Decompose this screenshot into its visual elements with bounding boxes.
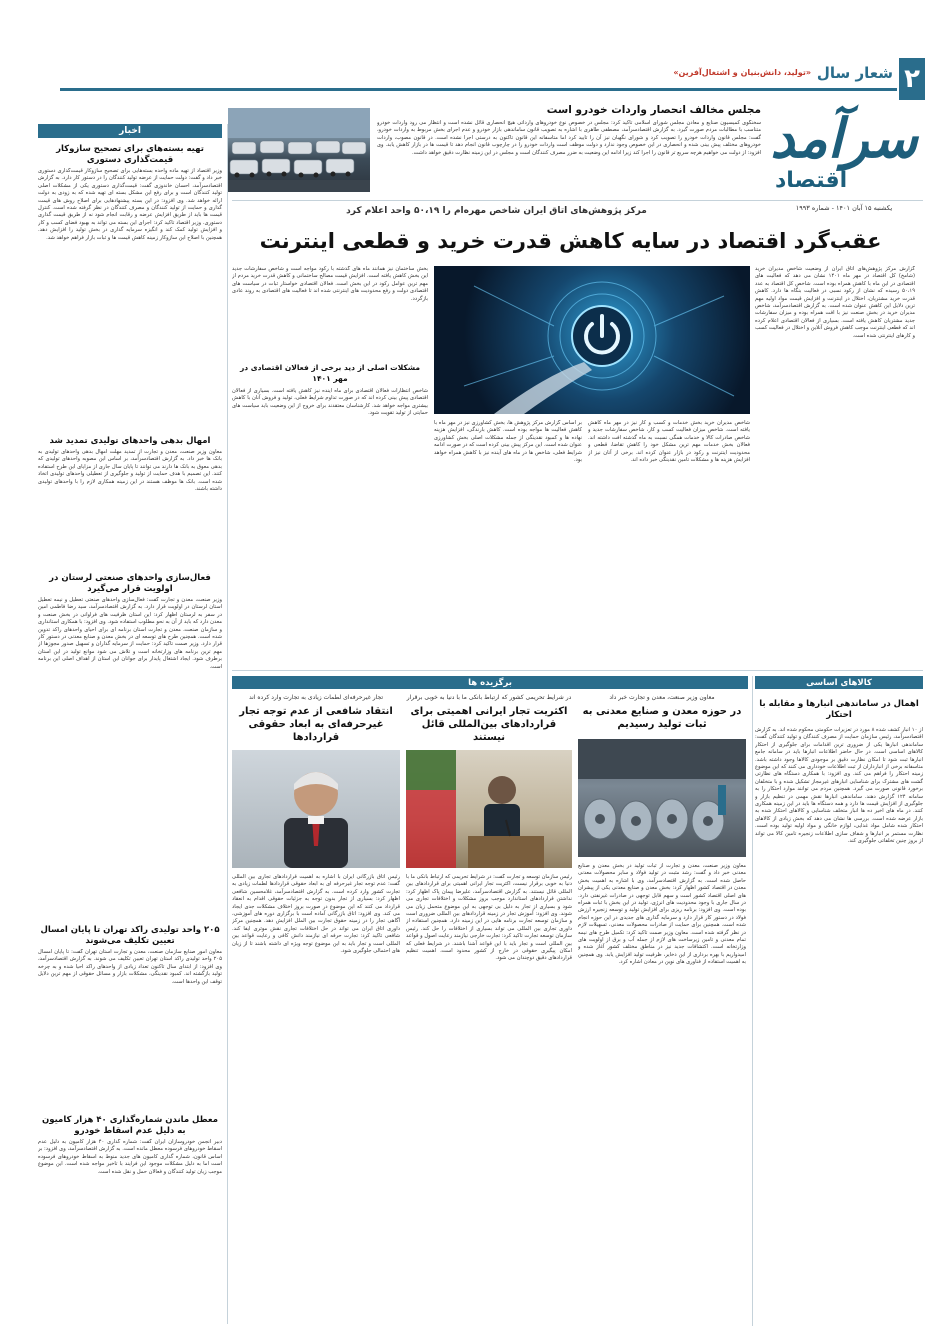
story-traders-body: رئیس سازمان توسعه و تجارت گفت: در شرایط تحریمی که ارتباط بانکی ما با دنیا به خوبی برقرار نیست، اکثریت تجار ایرانی اهمیتی برای قراردادهای بین المللی قائل نیستند. به گزارش اقتصادسرآمد، علیرضا پیمان پاک اظهار کرد: نداشتن قراردادهای استاندارد موجب بروز مشکلات و اختلافات تجاری می شود و بسیاری از تجار به دلیل بی توجهی به این موضوع متحمل زیان می شوند. وی افزود: آموزش تجار در زمینه قراردادهای بین المللی ضروری است و سازمان توسعه تجارت برنامه هایی در این زمینه دارد. همچنین استفاده از داوری تجاری بین المللی می تواند بسیاری از اختلافات را حل کند. رئیس سازمان توسعه تجارت تاکید کرد: تجارت خارجی نیازمند رعایت اصول و قواعد بین المللی است و تجار باید با این قواعد آشنا باشند. در شرایط فعلی که امکان پیگیری حقوقی در خارج از کشور محدود است، اهمیت تنظیم قراردادهای دقیق دوچندان می شود. — [406, 874, 572, 962]
cars-illustration — [228, 108, 370, 192]
basic-goods-title: اهمال در ساماندهی انبارها و مقابله با احتکار — [759, 699, 919, 720]
lead-kicker: مرکز پژوهش‌های اتاق ایران شاخص مهره‌ام را ۵۰،۱۹ واحد اعلام کرد — [346, 206, 647, 216]
basic-goods-column — [755, 676, 923, 1326]
picks-section-label: برگزیده ها — [468, 677, 512, 688]
top-story — [228, 104, 761, 196]
story-mining — [578, 694, 746, 1333]
story-shafei — [232, 694, 400, 1333]
picks-section-bar — [232, 676, 748, 689]
slogan: «تولید، دانش‌بنیان و اشتغال‌آفرین» — [673, 68, 811, 77]
basic-goods-label: کالاهای اساسی — [755, 676, 923, 689]
column-divider — [227, 124, 228, 1324]
story-shafei-body: رئیس اتاق بازرگانی ایران با اشاره به اهمیت قراردادهای تجاری بین المللی گفت: عدم توجه تجار غیرحرفه ای به ابعاد حقوقی قراردادها لطمات زیادی به تجارت کشور وارد کرده است. به گزارش اقتصادسرآمد، غلامحسین شافعی اظهار کرد: بسیاری از تجار بدون توجه به جزئیات حقوقی اقدام به انعقاد قرارداد می کنند که این موضوع در صورت بروز اختلاف مشکلات جدی ایجاد می کند. وی افزود: اتاق بازرگانی آماده است با برگزاری دوره های آموزشی، آگاهی تجار را در زمینه حقوق تجارت بین الملل افزایش دهد. همچنین مرکز داوری اتاق ایران می تواند در حل اختلافات تجاری نقش موثری ایفا کند. شافعی تاکید کرد: تجارت حرفه ای نیازمند دانش کافی و رعایت قواعد بین المللی است و تجار باید به این موضوع توجه ویژه ای داشته باشند تا از زیان های احتمالی جلوگیری شود. — [232, 874, 400, 955]
lead-column-3: شاخص مدیران خرید بخش خدمات و کسب و کار نیز در مهر ماه کاهش یافته است. شاخص میزان فعالیت کسب و کار، شاخص سفارشات جدید و شاخص صادرات کالا و خدمات همگی نسبت به ماه گذشته افت داشته اند. فعالان بخش خدمات مهم ترین مشکل خود را کاهش تقاضا، قطعی و محدودیت اینترنت و رکود در بازار عنوان کرده اند. برخی از آنان نیز از افزایش هزینه ها و مشکلات تامین نقدینگی خبر داده اند. — [588, 420, 750, 464]
lead-headline: عقب‌گرد اقتصاد در سایه کاهش قدرت خرید و قطعی اینترنت — [259, 229, 882, 253]
news-item-title: معطل ماندن شماره‌گذاری ۴۰ هزار کامیون به دلیل عدم اسقاط خودرو — [42, 1115, 218, 1136]
story-mining-kicker: معاون وزیر صنعت، معدن و تجارت خبر داد — [609, 694, 715, 701]
top-story-body: سخنگوی کمیسیون صنایع و معادن مجلس شورای اسلامی تاکید کرد: مجلس در خصوص نوع خودروهای وارداتی هیچ انحصاری قائل نشده است و انتظار می رود واردات خودرو متناسب با مطالبات مردم صورت گیرد. به گزارش اقتصادسرآمد، مصطفی طاهری با اشاره به تصویب قانون ساماندهی بازار خودرو و عدم اجرای بخش مربوط به واردات خودرو، گفت: مجلس قانون واردات خودرو را تصویب کرد و شورای نگهبان نیز آن را تایید کرد اما متاسفانه این قانون تاکنون به درستی اجرا نشده است. در قانون مصوب، واردات خودروهای مختلف پیش بینی شده و انحصاری در این خصوص وجود ندارد و دولت موظف است واردات خودرو را در چارچوب قانون انجام دهد تا قیمت ها در بازار کاهش یابد. وی افزود: از دولت می خواهیم هرچه سریع تر قانون را اجرا کند زیرا ادامه این وضعیت به ضرر مصرف کنندگان است و مجلس در این زمینه نظارت دقیق خواهد داشت. — [377, 120, 761, 156]
news-item — [38, 573, 222, 919]
story-shafei-title: انتقاد شافعی از عدم توجه تجار غیرحرفه‌ای به ابعاد حقوقی قراردادها — [239, 706, 393, 743]
news-item — [38, 144, 222, 430]
lead-column-1: گزارش مرکز پژوهش‌های اتاق ایران از وضعیت شاخص مدیران خرید (شامخ) کل اقتصاد در مهر ماه ۱۴۰۱ نشان می دهد که فعالیت های اقتصادی در این ماه با کاهش همراه بوده است. شاخص کل اقتصاد به عدد ۵۰،۱۹ رسیده که نشان از رکود نسبی در فعالیت بنگاه ها دارد. کاهش قدرت خرید مشتریان، اختلال در اینترنت و افزایش قیمت مواد اولیه مهم ترین دلایل این کاهش عنوان شده است. به گزارش اقتصادسرآمد، شاخص مدیران خرید در بخش صنعت نیز با افت همراه بوده و میزان سفارشات جدید مشتریان کاهش یافته است. بسیاری از فعالان اقتصادی اعلام کرده اند که قطعی اینترنت موجب کاهش فروش آنلاین و اختلال در فعالیت کسب و کارهای اینترنتی شده است. — [755, 266, 915, 339]
column-divider — [752, 676, 753, 1326]
power-icon — [434, 266, 750, 414]
news-column — [38, 124, 222, 1333]
news-item-body: وزیر صنعت، معدن و تجارت گفت: فعال‌سازی واحدهای صنعتی تعطیل و نیمه تعطیل استان لرستان در اولویت قرار دارد. به گزارش اقتصادسرآمد، سید رضا فاطمی امین در سفر به لرستان اظهار کرد: این استان ظرفیت های فراوانی در بخش صنعت و معدن دارد که باید از آن به نحو مطلوب استفاده شود. وی افزود: با همکاری استانداری و سازمان صنعت، معدن و تجارت استان برنامه ای برای احیای واحدهای راکد تدوین شده است. همچنین طرح های توسعه ای در بخش معدن و صنایع معدنی در دستور کار قرار دارد. وزیر صمت تاکید کرد: حمایت از سرمایه گذاران و تسهیل صدور مجوزها از مهم ترین برنامه های وزارتخانه است و تلاش می شود موانع تولید در این استان برطرف شود. ایجاد اشتغال پایدار برای جوانان این استان از اهداف اصلی این برنامه است. — [38, 597, 222, 670]
page-number-badge: ۲ — [899, 58, 925, 100]
news-item-title: تهیه بسته‌های برای تصحیح سازوکار قیمت‌گذاری دستوری — [56, 144, 204, 165]
speaker-illustration — [406, 750, 572, 868]
lead-column-4: بر اساس گزارش مرکز پژوهش ها، بخش کشاورزی نیز در مهر ماه با کاهش فعالیت ها مواجه بوده است. کاهش بارندگی، افزایش هزینه نهاده ها و کمبود نقدینگی از جمله مشکلات اصلی بخش کشاورزی عنوان شده است. این مرکز پیش بینی کرده است که در صورت ادامه شرایط فعلی، شاخص ها در ماه های آینده نیز با کاهش همراه خواهد بود. — [434, 420, 582, 464]
speaker-photo — [406, 750, 572, 868]
section-label: شعار سال — [816, 64, 893, 82]
masthead-logo — [765, 108, 923, 218]
story-traders — [406, 694, 572, 1333]
power-button-photo — [434, 266, 750, 414]
steel-coils-illustration — [578, 739, 746, 857]
lead-column-6: شاخص انتظارات فعالان اقتصادی برای ماه آینده نیز کاهش یافته است. بسیاری از فعالان اقتصادی پیش بینی کرده اند که در صورت تداوم شرایط فعلی، تولید و فروش آنان با کاهش بیشتری مواجه خواهد شد. کارشناسان معتقدند برای خروج از این وضعیت باید سیاست های حمایتی از تولید تقویت شود. — [232, 388, 428, 417]
news-item-body: معاون وزیر صنعت، معدن و تجارت از تمدید مهلت امهال بدهی واحدهای تولیدی به بانک ها خبر داد. به گزارش اقتصادسرآمد، بر اساس این مصوبه واحدهای تولیدی که بدهی معوق به بانک ها دارند می توانند تا پایان سال جاری از مزایای این طرح استفاده کنند. این تصمیم با هدف حمایت از تولید و جلوگیری از تعطیلی واحدهای تولیدی اتخاذ شده است. بانک ها موظف هستند در این زمینه همکاری لازم را با واحدهای تولیدی داشته باشند. — [38, 449, 222, 493]
story-shafei-kicker: تجار غیرحرفه‌ای لطمات زیادی به تجارت وارد کرده اند — [248, 694, 384, 701]
news-item — [38, 436, 222, 567]
section-divider — [232, 670, 923, 671]
story-mining-title: در حوزه معدن و صنایع معدنی به ثبات تولید رسیدیم — [582, 706, 742, 730]
story-traders-kicker: در شرایط تحریمی کشور که ارتباط بانکی ما با دنیا به خوبی برقرار — [406, 694, 572, 701]
logo-sub-text: اقتصاد — [775, 168, 848, 193]
news-item-body: وزیر اقتصاد از تهیه ماده واحده بسته‌هایی برای تصحیح سازوکار قیمت‌گذاری دستوری خبر داد و گفت: دولت حمایت از عرضه تولید کنندگان را در دستور کار دارد. به گزارش اقتصادسرآمد، احسان خاندوزی گفت: قیمت‌گذاری دستوری یکی از مشکلات اصلی تولید کنندگان است و برای رفع این مشکل بسته ای تهیه شده که به زودی به دولت ارائه خواهد شد. وی افزود: در این بسته پیشنهادهایی برای اصلاح روش های قیمت گذاری و حمایت از تولید کنندگان و مصرف کنندگان در نظر گرفته شده است. کنترل قیمت ها باید از طریق افزایش عرضه و رقابت انجام شود نه از طریق قیمت گذاری دستوری. وزیر اقتصاد تاکید کرد: اجرای این بسته می تواند به بهبود فضای کسب و کار و افزایش تولید کمک کند و انگیزه سرمایه گذاری در بخش تولید را افزایش دهد. همچنین با اصلاح این سازوکار زمینه کاهش قیمت ها و ثبات بازار فراهم خواهد شد. — [38, 168, 222, 241]
portrait-photo — [232, 750, 400, 868]
date-line: یکشنبه ۱۵ آبان ۱۴۰۱ - شماره ۱۹۹۳ — [795, 204, 893, 212]
lead-column-5: بخش ساختمان نیز همانند ماه های گذشته با رکود مواجه است و شاخص سفارشات جدید این بخش کاهش یافته است. افزایش قیمت مصالح ساختمانی و کاهش قدرت خرید مردم از مهم ترین عوامل رکود در این بخش است. فعالان اقتصادی خواستار ثبات در سیاست های اقتصادی دولت و رفع محدودیت های اینترنتی شده اند تا فعالیت های اقتصادی به روند عادی بازگردد. — [232, 266, 428, 302]
header-rule — [60, 88, 897, 91]
steel-coils-photo — [578, 739, 746, 857]
lead-left-block — [232, 266, 428, 664]
news-column-header: اخبار — [38, 124, 222, 138]
news-item-title: امهال بدهی واحدهای تولیدی تمدید شد — [49, 436, 211, 446]
news-item-body: معاون امور صنایع سازمان صنعت، معدن و تجارت استان تهران گفت: تا پایان امسال ۲۰۵ واحد تولیدی راکد استان تهران تعیین تکلیف می شوند. به گزارش اقتصادسرآمد، وی افزود: از ابتدای سال تاکنون تعداد زیادی از واحدهای راکد احیا شده و به چرخه تولید بازگشته اند. کمبود نقدینگی، مشکلات بازار و مسائل حقوقی از مهم ترین دلایل توقف این واحدها است. — [38, 949, 222, 985]
news-item-title: فعال‌سازی واحدهای صنعتی لرستان در اولویت قرار می‌گیرد — [49, 573, 211, 594]
news-item — [38, 1115, 222, 1319]
section-divider — [232, 200, 923, 201]
cars-photo — [228, 108, 370, 192]
logo-main-text: سرآمد — [770, 106, 918, 170]
story-traders-title: اکثریت تجار ایرانی اهمیتی برای قراردادهای بین‌المللی قائل نیستند — [410, 706, 568, 743]
story-mining-body: معاون وزیر صنعت، معدن و تجارت از ثبات تولید در بخش معدن و صنایع معدنی خبر داد و گفت: رشد مثبت در تولید فولاد و سایر محصولات معدنی حاصل شده است. به گزارش اقتصادسرآمد، وی با اشاره به اهمیت بخش معدن در اقتصاد کشور اظهار کرد: بخش معدن و صنایع معدنی یکی از پیشران های اصلی اقتصاد کشور است و سهم قابل توجهی در صادرات غیرنفتی دارد. در سال جاری با وجود محدودیت های انرژی، تولید در این بخش با ثبات همراه بوده است. وی افزود: برنامه ریزی برای افزایش تولید و توسعه زنجیره ارزش فولاد در دستور کار قرار دارد و سرمایه گذاری های جدیدی در این حوزه انجام شده است. همچنین برای حمایت از صادرات محصولات معدنی، تسهیلات لازم در نظر گرفته شده است. معاون وزیر صمت تاکید کرد: تکمیل طرح های نیمه تمام معدنی و تامین زیرساخت های لازم از جمله آب و برق از اولویت های وزارتخانه است. اکتشافات جدید نیز در مناطق مختلف کشور آغاز شده و امیدواریم با بهره برداری از این ذخایر، ظرفیت تولید افزایش یابد. وی همچنین به اهمیت استفاده از فناوری های نوین در معادن اشاره کرد. — [578, 863, 746, 966]
lead-subhead: مشکلات اصلی از دید برخی از فعالان اقتصادی در مهر ۱۴۰۱ — [239, 363, 421, 383]
news-item-title: ۲۰۵ واحد تولیدی راکد تهران تا پایان امسال تعیین تکلیف می‌شوند — [40, 925, 220, 946]
portrait-illustration — [232, 750, 400, 868]
top-story-title: مجلس مخالف انحصار واردات خودرو است — [546, 104, 761, 116]
news-item-body: دبیر انجمن خودروسازان ایران گفت: شماره گذاری ۴۰ هزار کامیون به دلیل عدم اسقاط خودروهای فرسوده معطل مانده است. به گزارش اقتصادسرآمد، وی افزود: بر اساس قانون، شماره گذاری کامیون های جدید منوط به اسقاط خودروهای فرسوده است اما به دلیل مشکلات موجود این فرایند با تاخیر مواجه شده است. این موضوع موجب زیان تولید کنندگان و فعالان حمل و نقل شده است. — [38, 1139, 222, 1175]
news-item — [38, 925, 222, 1109]
basic-goods-body: از ۱۰ انبار کشف شده ۸ مورد در تعزیرات حکومتی محکوم شده اند. به گزارش اقتصادسرآمد، رئیس سازمان حمایت از مصرف کنندگان و تولید کنندگان گفت: ساماندهی انبارها یکی از ضروری ترین اقدامات برای جلوگیری از احتکار کالاهای اساسی است. در حال حاضر اطلاعات انبارها باید در سامانه جامع انبارها ثبت شود تا امکان نظارت دقیق بر موجودی کالاها وجود داشته باشد. متاسفانه برخی از انبارداران از ثبت اطلاعات خودداری می کنند که این موضوع زمینه احتکار را فراهم می کند. وی افزود: با همکاری دستگاه های نظارتی گشت های مشترک برای شناسایی انبارهای غیرمجاز تشکیل شده و با متخلفان برخورد قانونی صورت می گیرد. همچنین مردم می توانند موارد احتکار را به سامانه ۱۲۴ گزارش دهند. ساماندهی انبارها نقش مهمی در تنظیم بازار و جلوگیری از افزایش قیمت ها دارد و همه دستگاه ها باید در این زمینه همکاری کنند. در ماه های اخیر ده ها انبار متخلف شناسایی و کالاهای احتکار شده به بازار عرضه شده است. بررسی ها نشان می دهد که بخش زیادی از کالاهای احتکار شده شامل مواد غذایی، لوازم خانگی و مواد اولیه تولید بوده است. نظارت مستمر بر انبارها و شفاف سازی اطلاعات زنجیره تامین کالا می تواند از بروز چنین تخلفاتی جلوگیری کند. — [755, 727, 923, 845]
